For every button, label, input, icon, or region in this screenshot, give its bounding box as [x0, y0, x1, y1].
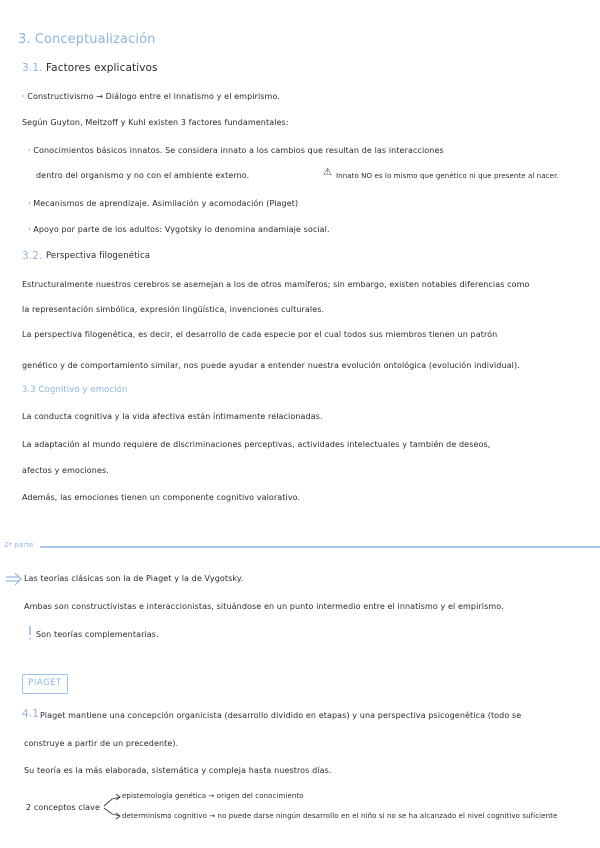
phylo-para2-line1: La perspectiva filogenética, es decir, el desarrollo de cada especie por el cual todos sus miembros tienen un patrón	[22, 330, 498, 339]
section-3-1-title: Factores explicativos	[46, 62, 158, 74]
innate-note: Innato NO es lo mismo que genético ni que presente al nacer.	[336, 172, 559, 180]
section-3-2-number: 3.2.	[22, 250, 43, 262]
factor-innate-line2: dentro del organismo y no con el ambiente externo.	[36, 171, 250, 180]
cognition-para2-line1: La adaptación al mundo requiere de discriminaciones perceptivas, actividades intelectuales y también de deseos,	[22, 440, 491, 449]
cognition-para2-line2: afectos y emociones.	[22, 466, 109, 475]
constructivism-line: · Constructivismo → Diálogo entre el innatismo y el empirismo.	[22, 92, 280, 101]
key-concepts-label: 2 conceptos clave	[26, 803, 101, 812]
classic-theories-line: Las teorías clásicas son la de Piaget y la de Vygotsky.	[24, 574, 244, 583]
section-3-3-title: 3.3 Cognitivo y emoción	[22, 385, 128, 395]
concept-determinism: determinismo cognitivo → no puede darse ningún desarrollo en el niño si no se ha alcanzado el nivel cognitivo suficiente	[122, 812, 558, 820]
phylo-para2-line2: genético y de comportamiento similar, nos puede ayudar a entender nuestra evolución ontológica (evolución individual).	[22, 361, 520, 370]
section-4-1-number: 4.1	[22, 708, 39, 720]
double-arrow-icon	[6, 573, 21, 585]
piaget-label: PIAGET	[28, 678, 62, 688]
phylo-para1-line1: Estructuralmente nuestros cerebros se asemejan a los de otros mamíferos; sin embargo, existen notables diferencias como	[22, 280, 530, 289]
factor-learning: · Mecanismos de aprendizaje. Asimilación y acomodación (Piaget)	[28, 199, 299, 208]
cognition-para1: La conducta cognitiva y la vida afectiva están íntimamente relacionadas.	[22, 412, 323, 421]
factor-innate-line1: · Conocimientos básicos innatos. Se considera innato a los cambios que resultan de las interacciones	[28, 146, 444, 155]
section-3-2-title: Perspectiva filogenética	[46, 251, 151, 261]
page-title: 3. Conceptualización	[18, 32, 156, 47]
piaget-box	[22, 674, 68, 694]
cognition-para3: Además, las emociones tienen un componente cognitivo valorativo.	[22, 493, 301, 502]
piaget-line1: Piaget mantiene una concepción organicista (desarrollo dividido en etapas) y una perspectiva psicogenética (todo se	[40, 711, 522, 720]
warning-icon: ⚠	[323, 167, 332, 178]
phylo-para1-line2: la representación simbólica, expresión lingüística, invenciones culturales.	[22, 305, 325, 314]
piaget-line3: Su teoría es la más elaborada, sistemática y compleja hasta nuestros días.	[24, 766, 332, 775]
brace-icon	[104, 794, 120, 819]
factor-adults: · Apoyo por parte de los adultos: Vygotsky lo denomina andamiaje social.	[28, 225, 330, 234]
factors-intro: Según Guyton, Meltzoff y Kuhl existen 3 factores fundamentales:	[22, 118, 289, 127]
concept-epistemology: epistemología genética → origen del conocimiento	[122, 792, 304, 800]
section-3-1-number: 3.1.	[22, 62, 43, 74]
piaget-line2: construye a partir de un precedente).	[24, 739, 179, 748]
complementary-line: Son teorías complementarias.	[36, 630, 159, 639]
both-theories-line: Ambas son constructivistas e interaccionistas, situándose en un punto intermedio entre el innatismo y el empirismo.	[24, 602, 504, 611]
part-two-label: 2ª parte	[4, 541, 34, 549]
